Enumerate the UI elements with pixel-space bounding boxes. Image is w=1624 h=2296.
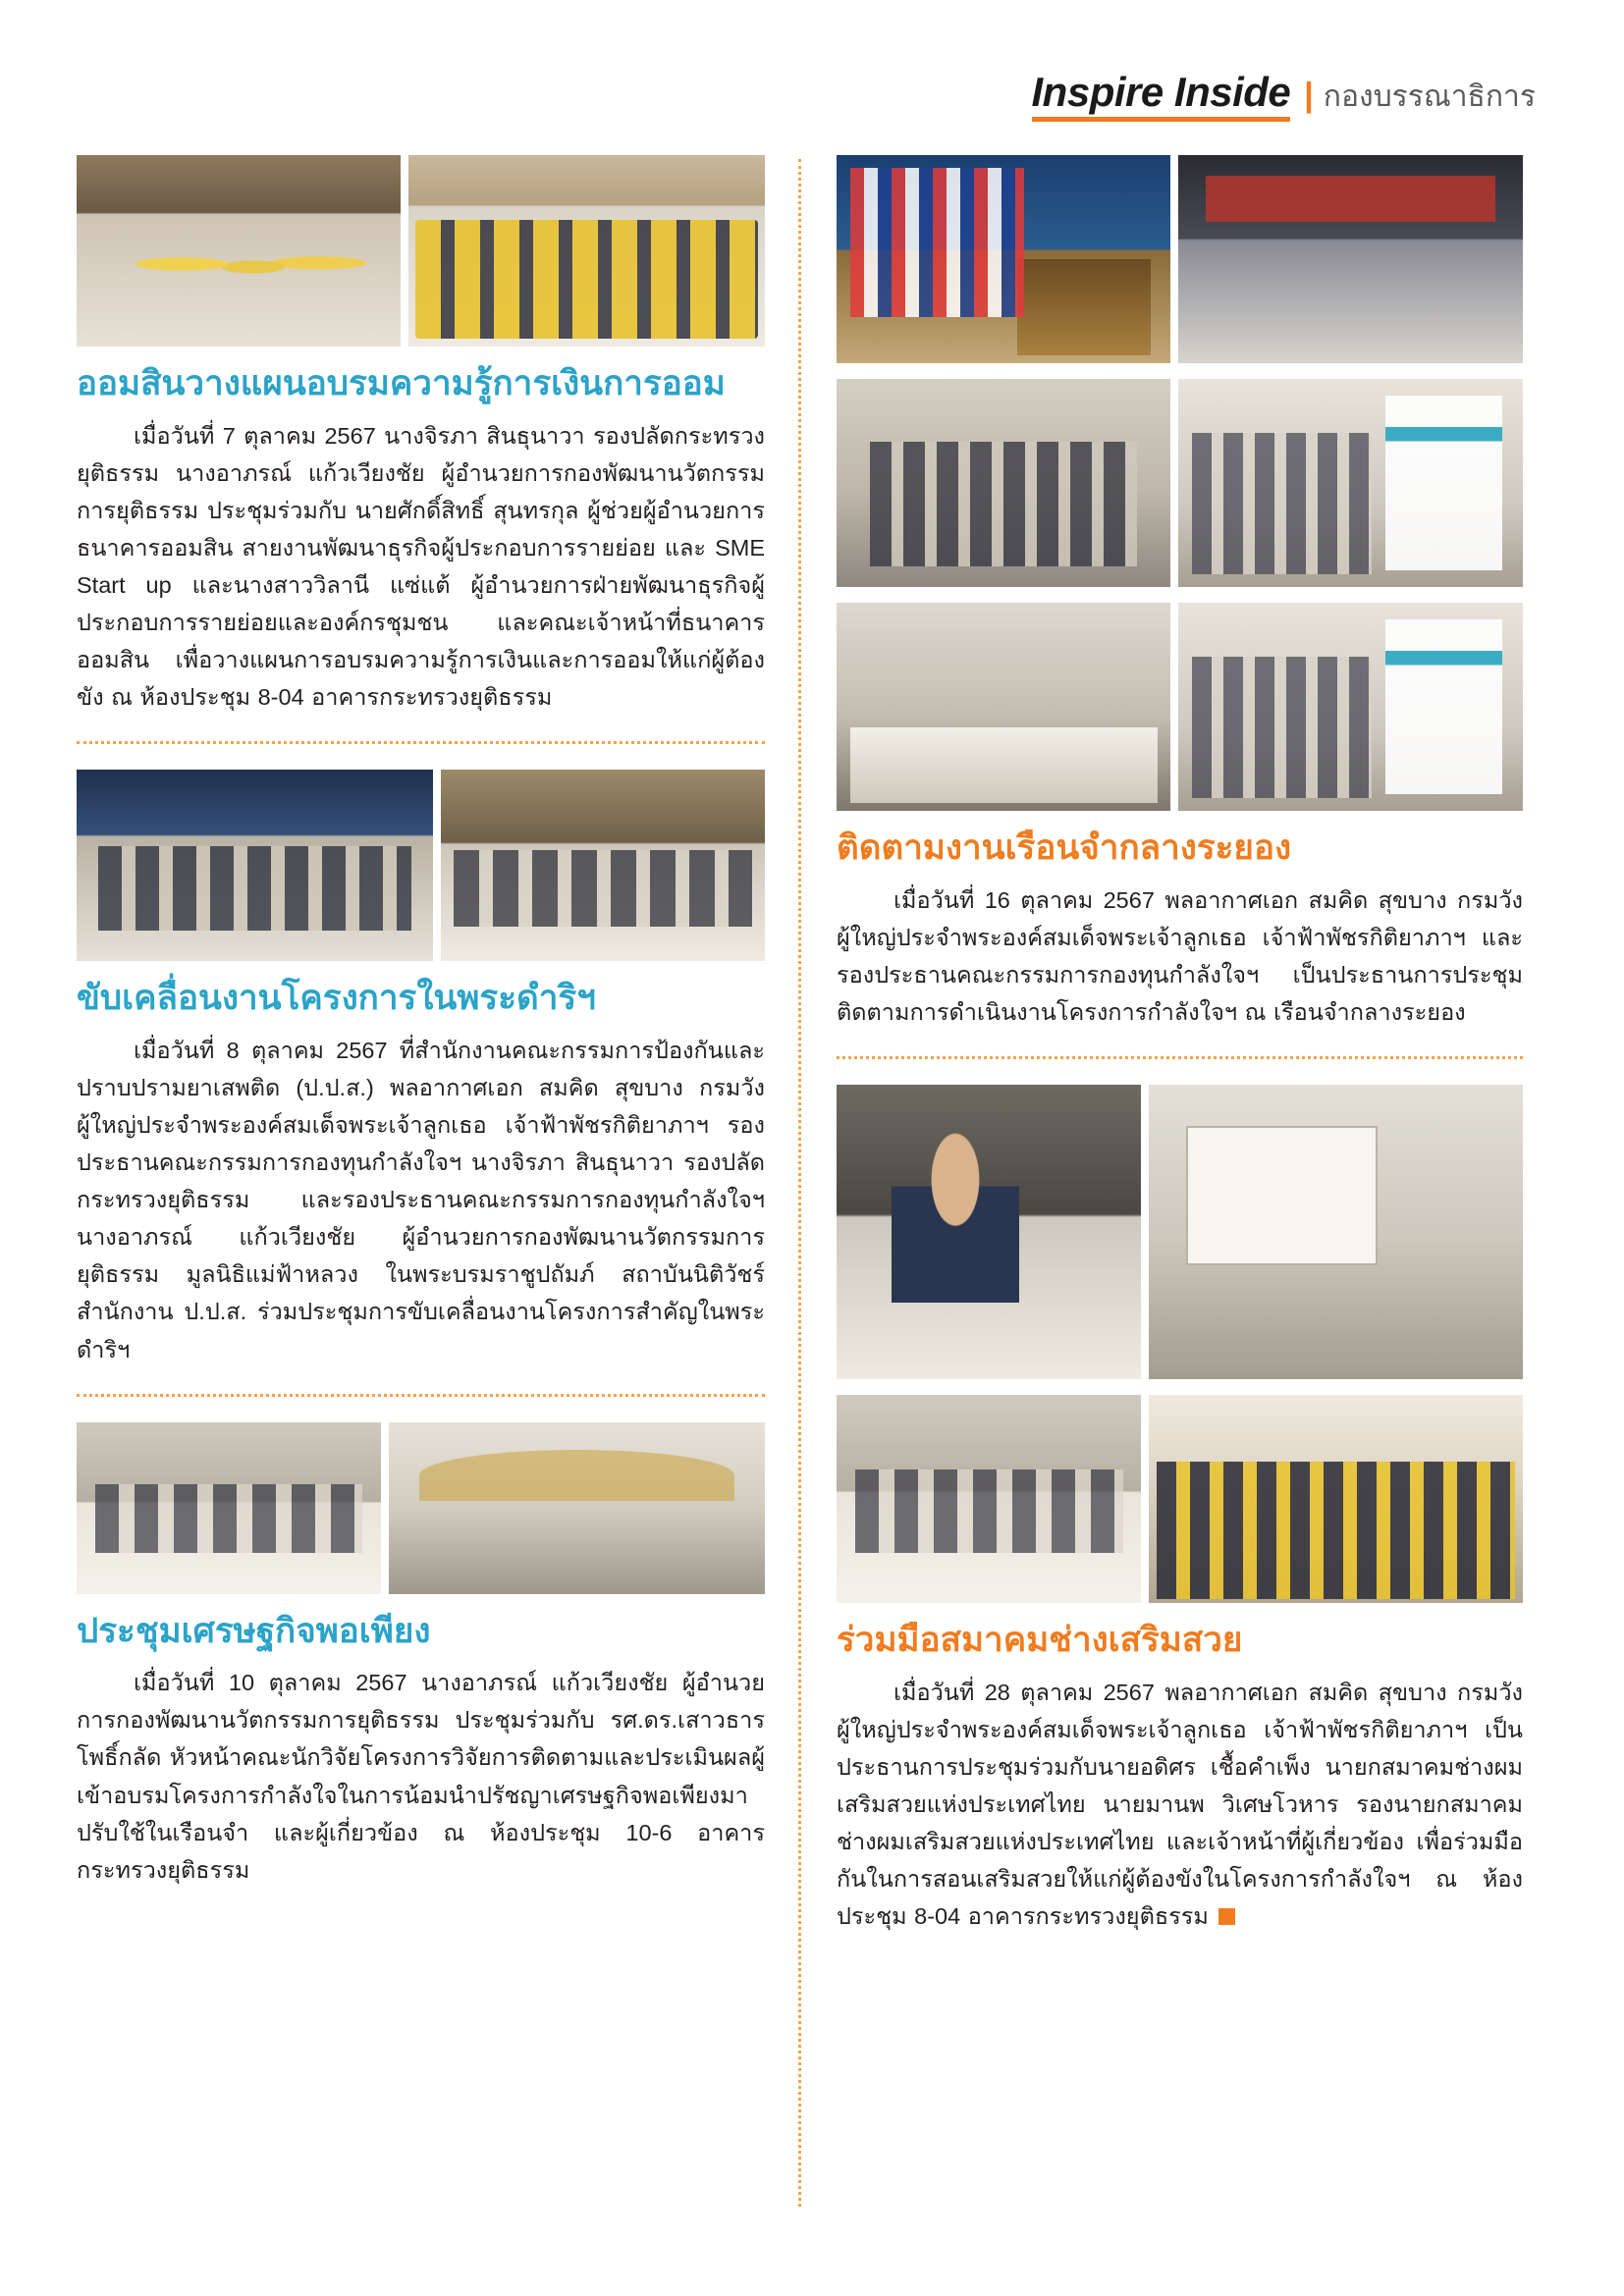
photo-speaker-portrait	[837, 1085, 1141, 1379]
article-savings-plan	[77, 155, 765, 716]
photo-fill	[389, 1422, 765, 1594]
photo-group-photo-hall	[389, 1422, 765, 1594]
photo-seated-meeting	[837, 1395, 1141, 1603]
photo-fill	[837, 603, 1170, 811]
photo-fill	[1178, 155, 1523, 363]
photo-fill	[1149, 1395, 1523, 1603]
article-royal-initiative	[77, 770, 765, 1367]
article-body: เมื่อวันที่ 10 ตุลาคม 2567 นางอาภรณ์ แก้วเวียงชัย ผู้อำนวยการกองพัฒนานวัตกรรมการยุติธรรม ประชุมร่วมกับ รศ.ดร.เสาวธาร โพธิ์กลัด หัวหน้าคณะนักวิจัยโครงการวิจัยการติดตามและประเมินผลผู้เข้าอบรมโครงการกำลังใจในการน้อมนำปรัชญาเศรษฐกิจพอเพียงมาปรับใช้ในเรือนจำ และผู้เกี่ยวข้อง ณ ห้องประชุม 10-6 อาคารกระทรวงยุติธรรม	[77, 1670, 765, 1883]
article-body: เมื่อวันที่ 8 ตุลาคม 2567 ที่สำนักงานคณะกรรมการป้องกันและปราบปรามยาเสพติด (ป.ป.ส.) พลอากาศเอก สมคิด สุขบาง กรมวังผู้ใหญ่ประจำพระองค์สมเด็จพระเจ้าลูกเธอ เจ้าฟ้าพัชรกิติยาภาฯ รองประธานคณะกรรมการกองทุนกำลังใจฯ นางจิรภา สินธุนาวา รองปลัดกระทรวงยุติธรรม และรองประธานคณะกรรมการกองทุนกำลังใจฯ นางอาภรณ์ แก้วเวียงชัย ผู้อำนวยการกองพัฒนานวัตกรรมการยุติธรรม มูลนิธิแม่ฟ้าหลวง ในพระบรมราชูปถัมภ์ สถาบันนิติวัชร์ สำนักงาน ป.ป.ส. ร่วมประชุมการขับเคลื่อนงานโครงการสำคัญในพระดำริฯ	[77, 1038, 765, 1362]
photo-group-yellow-shirts	[408, 155, 765, 347]
article-sufficiency-economy	[77, 1422, 765, 1889]
article-headline: ติดตามงานเรือนจำกลางระยอง	[837, 828, 1292, 867]
article-body-with-marker	[837, 1674, 1523, 1935]
article-headline: ขับเคลื่อนงานโครงการในพระดำริฯ	[77, 979, 596, 1018]
photo-product-booth	[837, 379, 1170, 587]
photo-row	[77, 1422, 765, 1594]
photo-fill	[441, 770, 765, 961]
photo-fill	[1178, 603, 1523, 811]
photo-fill	[837, 155, 1170, 363]
article-rayong-prison	[837, 155, 1523, 1031]
photo-flag-ceremony	[837, 155, 1170, 363]
end-of-article-marker	[1218, 1908, 1235, 1925]
photo-fill	[1178, 379, 1523, 587]
photo-fill	[837, 1085, 1141, 1379]
right-column	[801, 155, 1523, 2207]
photo-meeting-room-savings	[77, 155, 401, 347]
section-divider	[837, 1056, 1523, 1059]
photo-row	[77, 155, 765, 347]
article-body: เมื่อวันที่ 7 ตุลาคม 2567 นางจิรภา สินธุนาวา รองปลัดกระทรวงยุติธรรม นางอาภรณ์ แก้วเวียงชัย ผู้อำนวยการกองพัฒนานวัตกรรมการยุติธรรม ประชุมร่วมกับ นายศักดิ์สิทธิ์ สุนทรกุล ผู้ช่วยผู้อำนวยการธนาคารออมสิน สายงานพัฒนาธุรกิจผู้ประกอบการรายย่อย และ SME Start up และนางสาววิลานี แซ่แต้ ผู้อำนวยการฝ่ายพัฒนาธุรกิจผู้ประกอบการรายย่อยและองค์กรชุมชน และคณะเจ้าหน้าที่ธนาคารออมสิน เพื่อวางแผนการอบรมความรู้การเงินและการออมให้แก่ผู้ต้องขัง ณ ห้องประชุม 8-04 อาคารกระทรวงยุติธรรม	[77, 422, 765, 711]
photo-conference-room-ncb	[77, 770, 433, 961]
article-headline: ประชุมเศรษฐกิจพอเพียง	[77, 1611, 431, 1650]
article-beauty-association	[837, 1085, 1523, 1935]
left-column	[77, 155, 798, 2207]
photo-fill	[837, 1395, 1141, 1603]
photo-row	[837, 379, 1523, 587]
photo-care-banners	[1178, 603, 1523, 811]
article-body: เมื่อวันที่ 28 ตุลาคม 2567 พลอากาศเอก สมคิด สุขบาง กรมวังผู้ใหญ่ประจำพระองค์สมเด็จพระเจ้าลูกเธอ เจ้าฟ้าพัชรกิติยาภาฯ เป็นประธานการประชุมร่วมกับนายอดิศร เชื้อคำเพ็ง นายกสมาคมช่างผมเสริมสวยแห่งประเทศไทย นายมานพ วิเศษโวหาร รองนายกสมาคมช่างผมเสริมสวยแห่งประเทศไทย และเจ้าหน้าที่ผู้เกี่ยวข้อง เพื่อร่วมมือกันในการสอนเสริมสวยให้แก่ผู้ต้องขังในโครงการกำลังใจฯ ณ ห้องประชุม 8-04 อาคารกระทรวงยุติธรรม	[837, 1679, 1523, 1930]
photo-fill	[408, 155, 765, 347]
photo-fill	[1149, 1085, 1523, 1379]
photo-row	[837, 1395, 1523, 1603]
article-headline: ออมสินวางแผนอบรมความรู้การเงินการออม	[77, 364, 726, 402]
photo-fill	[77, 155, 401, 347]
photo-fill	[77, 1422, 381, 1594]
section-divider	[77, 741, 765, 744]
header-separator: |	[1304, 77, 1314, 114]
photo-award-group	[1149, 1395, 1523, 1603]
photo-expo-visit	[837, 603, 1170, 811]
content-columns	[77, 155, 1547, 2207]
section-divider	[77, 1394, 765, 1397]
photo-row	[837, 603, 1523, 811]
page-title: Inspire Inside	[1032, 69, 1291, 122]
photo-whiteboard-meeting	[1149, 1085, 1523, 1379]
photo-row	[837, 155, 1523, 363]
photo-care-exhibition	[1178, 379, 1523, 587]
photo-fill	[837, 379, 1170, 587]
photo-fill	[77, 770, 433, 961]
article-headline: ร่วมมือสมาคมช่างเสริมสวย	[837, 1621, 1243, 1659]
photo-row	[77, 770, 765, 961]
photo-roundtable-discussion	[441, 770, 765, 961]
header-subtitle: กองบรรณาธิการ	[1323, 80, 1536, 113]
article-body: เมื่อวันที่ 16 ตุลาคม 2567 พลอากาศเอก สมคิด สุขบาง กรมวังผู้ใหญ่ประจำพระองค์สมเด็จพระเจ้าลูกเธอ เจ้าฟ้าพัชรกิติยาภาฯ และรองประธานคณะกรรมการกองทุนกำลังใจฯ เป็นประธานการประชุมติดตามการดำเนินงานโครงการกำลังใจฯ ณ เรือนจำกลางระยอง	[837, 886, 1523, 1025]
photo-row	[837, 1085, 1523, 1379]
photo-stage-meeting	[1178, 155, 1523, 363]
page-header	[77, 69, 1547, 122]
photo-meeting-table-side	[77, 1422, 381, 1594]
